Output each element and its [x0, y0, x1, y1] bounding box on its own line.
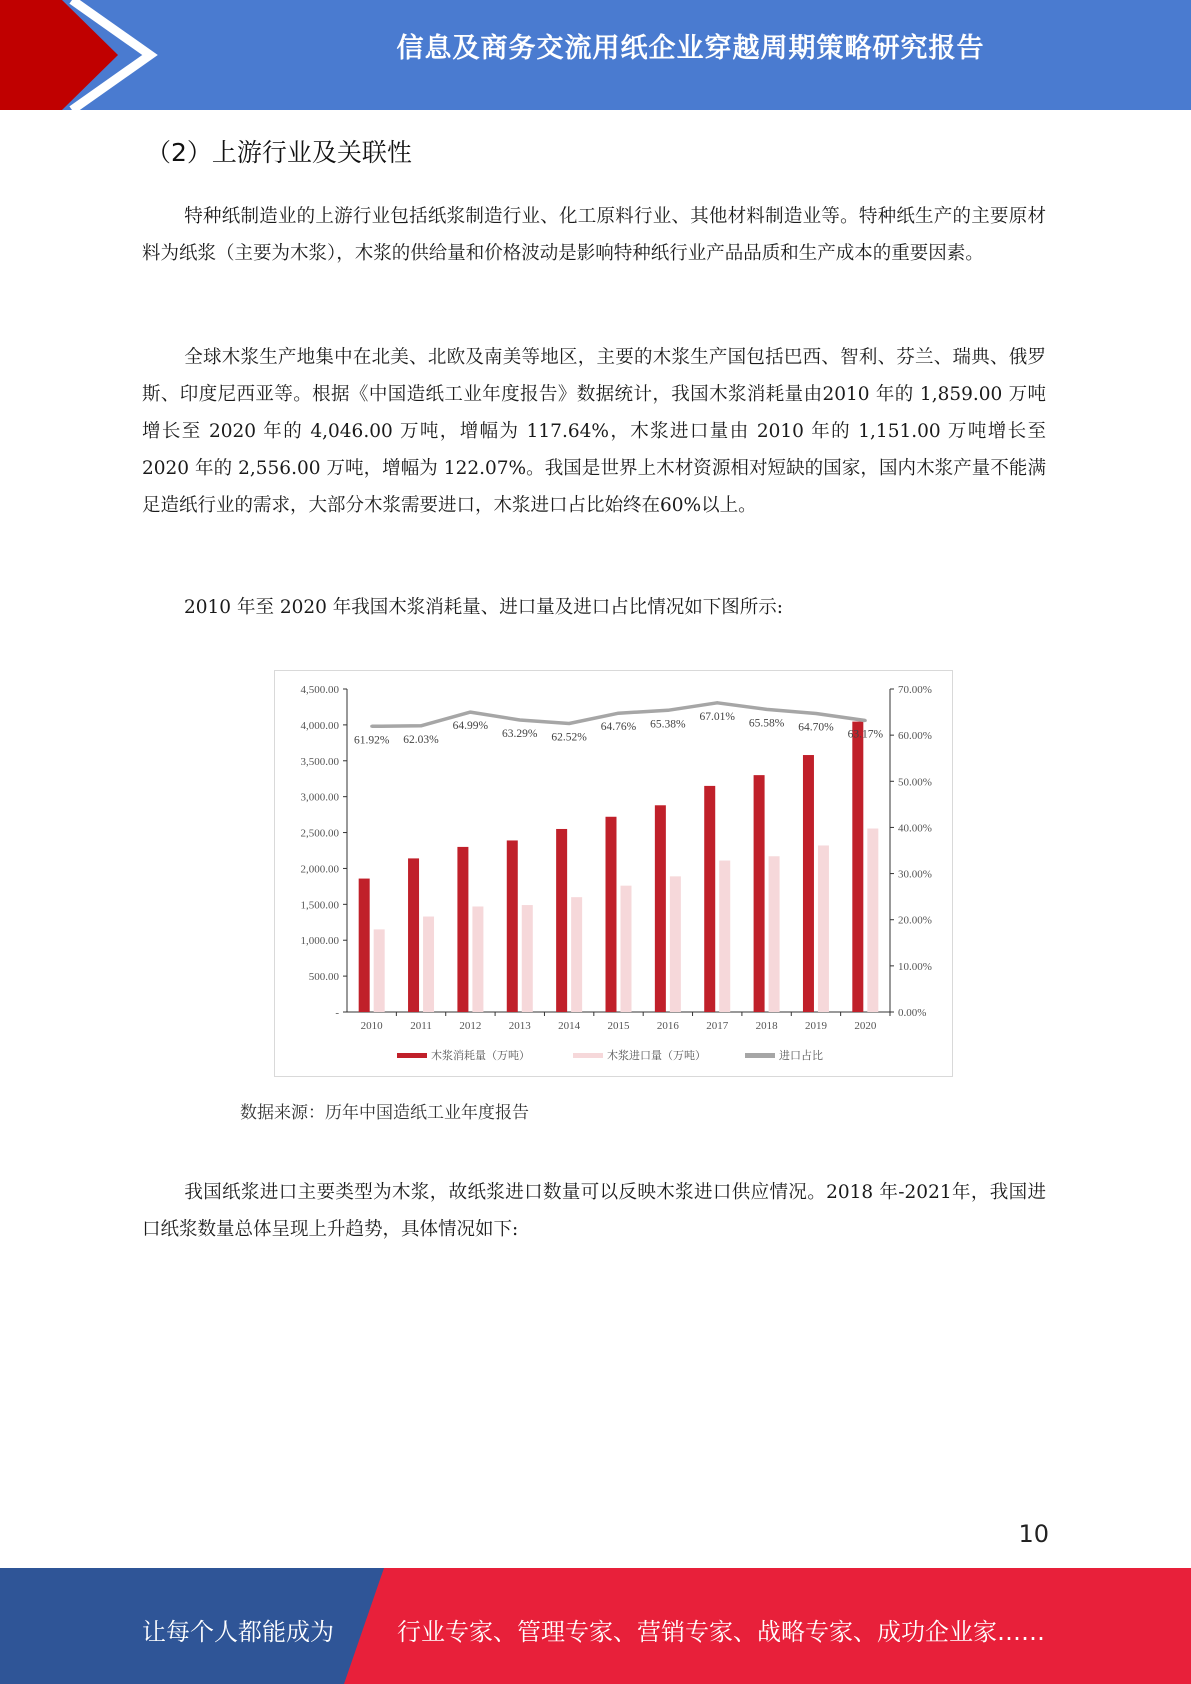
y-tick-label: 500.00: [308, 971, 339, 984]
paragraph-text: 特种纸制造业的上游行业包括纸浆制造行业、化工原料行业、其他材料制造业等。特种纸生产的主要原材料为纸浆（主要为木浆），木浆的供给量和价格波动是影响特种纸行业产品品质和生产成本的重要因素。: [142, 206, 1046, 264]
x-tick-label: 2018: [755, 1020, 778, 1032]
x-tick-label: 2014: [558, 1020, 581, 1032]
x-tick-label: 2017: [706, 1020, 729, 1032]
legend-consumption-swatch: [397, 1053, 427, 1058]
import-share-point: [420, 724, 423, 727]
y2-tick-label: 60.00%: [898, 730, 932, 743]
bar-import: [769, 856, 780, 1012]
bar-consumption: [852, 722, 863, 1012]
bar-consumption: [408, 858, 419, 1012]
import-share-point: [617, 712, 620, 715]
bar-consumption: [457, 847, 468, 1012]
y-tick-label: 4,000.00: [300, 719, 339, 732]
section-heading: （2）上游行业及关联性: [146, 138, 412, 167]
page-footer: [0, 1568, 1191, 1684]
import-share-label: 62.52%: [551, 731, 587, 744]
x-tick-label: 2011: [410, 1020, 432, 1032]
import-share-point: [568, 722, 571, 725]
bar-import: [374, 929, 385, 1012]
bar-import: [719, 861, 730, 1012]
bar-consumption: [803, 755, 814, 1012]
y-tick-label: 2,000.00: [300, 863, 339, 876]
import-share-label: 64.76%: [600, 721, 637, 734]
bar-import: [571, 897, 582, 1012]
import-share-label: 63.17%: [847, 728, 884, 741]
x-tick-label: 2015: [607, 1020, 630, 1032]
bar-consumption: [606, 817, 617, 1012]
chart-source: 数据来源：历年中国造纸工业年度报告: [240, 1103, 529, 1123]
pulp-chart: [274, 670, 953, 1077]
x-tick-label: 2012: [459, 1020, 482, 1032]
y-tick-label: 3,500.00: [300, 755, 339, 768]
paragraph-text: 我国纸浆进口主要类型为木浆，故纸浆进口数量可以反映木浆进口供应情况。2018 年-2021年，我国进口纸浆数量总体呈现上升趋势，具体情况如下:: [142, 1182, 1046, 1240]
paragraph-wood-pulp-production: [142, 339, 1046, 524]
bar-consumption: [556, 829, 567, 1012]
import-share-label: 63.29%: [502, 727, 538, 740]
y-tick-label: -: [335, 1007, 339, 1019]
import-share-point: [716, 701, 719, 704]
x-tick-label: 2019: [804, 1020, 827, 1032]
y-tick-label: 1,500.00: [300, 899, 339, 912]
import-share-point: [469, 711, 472, 714]
bar-import: [472, 906, 483, 1012]
y-tick-label: 1,000.00: [300, 935, 339, 948]
pulp-chart-svg: [275, 671, 952, 1076]
bar-consumption: [704, 786, 715, 1012]
bar-import: [818, 845, 829, 1012]
bar-import: [423, 917, 434, 1012]
paragraph-chart-intro: [142, 589, 1046, 626]
paragraph-upstream-industry: [142, 198, 1046, 272]
paragraph-pulp-imports: [142, 1174, 1046, 1248]
legend-share-swatch: [745, 1053, 775, 1058]
x-tick-label: 2013: [508, 1020, 531, 1032]
bar-import: [621, 886, 632, 1012]
y-tick-label: 4,500.00: [300, 684, 339, 696]
paragraph-text: 2010 年至 2020 年我国木浆消耗量、进口量及进口占比情况如下图所示:: [184, 597, 784, 618]
import-share-label: 65.38%: [650, 718, 686, 731]
y2-tick-label: 50.00%: [898, 776, 932, 789]
legend-import-label: 木浆进口量（万吨）: [607, 1049, 706, 1062]
x-tick-label: 2010: [360, 1020, 383, 1032]
header-arrow-icon: [0, 0, 160, 110]
import-share-point: [864, 719, 867, 722]
import-share-label: 62.03%: [403, 733, 439, 746]
paragraph-text: 全球木浆生产地集中在北美、北欧及南美等地区，主要的木浆生产国包括巴西、智利、芬兰、瑞典、俄罗斯、印度尼西亚等。根据《中国造纸工业年度报告》数据统计，我国木浆消耗量由2010 年的 1,859.00 万吨增长至 2020 年的 4,046.00 万吨，增幅为 117.64%，木浆进口量由 2010 年的 1,151.00 万吨增长至 2020 年的 2,556.00 万吨，增幅为 122.07%。我国是世界上木材资源相对短缺的国家，国内木浆产量不能满足造纸行业的需求，大部分木浆需要进口，木浆进口占比始终在60%以上。: [142, 347, 1046, 516]
import-share-point: [518, 718, 521, 721]
legend-share-label: 进口占比: [779, 1049, 823, 1062]
bar-import: [522, 905, 533, 1012]
import-share-point: [765, 708, 768, 711]
y-tick-label: 3,000.00: [300, 791, 339, 804]
footer-slogan-right: 行业专家、管理专家、营销专家、战略专家、成功企业家……: [397, 1618, 1045, 1646]
bar-consumption: [655, 805, 666, 1012]
import-share-label: 67.01%: [699, 710, 735, 723]
bar-import: [670, 876, 681, 1012]
y2-tick-label: 10.00%: [898, 960, 932, 973]
y-tick-label: 2,500.00: [300, 827, 339, 840]
import-share-label: 61.92%: [353, 734, 390, 747]
x-tick-label: 2020: [854, 1020, 877, 1032]
legend-consumption-label: 木浆消耗量（万吨）: [431, 1049, 530, 1062]
import-share-point: [370, 725, 373, 728]
import-share-point: [814, 712, 817, 715]
footer-slogan-left: 让每个人都能成为: [142, 1618, 334, 1646]
y2-tick-label: 40.00%: [898, 822, 932, 835]
bar-consumption: [359, 879, 370, 1012]
report-title: 信息及商务交流用纸企业穿越周期策略研究报告: [396, 33, 985, 64]
import-share-label: 65.58%: [748, 717, 785, 730]
y2-tick-label: 0.00%: [898, 1007, 927, 1019]
bar-consumption: [754, 775, 765, 1012]
bar-import: [867, 829, 878, 1012]
y2-tick-label: 20.00%: [898, 914, 932, 927]
import-share-point: [666, 709, 669, 712]
y2-tick-label: 70.00%: [898, 684, 932, 696]
legend-import-swatch: [573, 1053, 603, 1058]
y2-tick-label: 30.00%: [898, 868, 932, 881]
page-number: 10: [1018, 1520, 1049, 1548]
x-tick-label: 2016: [656, 1020, 679, 1032]
page-header: [0, 0, 1191, 110]
import-share-label: 64.99%: [452, 720, 489, 733]
bar-consumption: [507, 840, 518, 1012]
import-share-label: 64.70%: [798, 721, 834, 734]
